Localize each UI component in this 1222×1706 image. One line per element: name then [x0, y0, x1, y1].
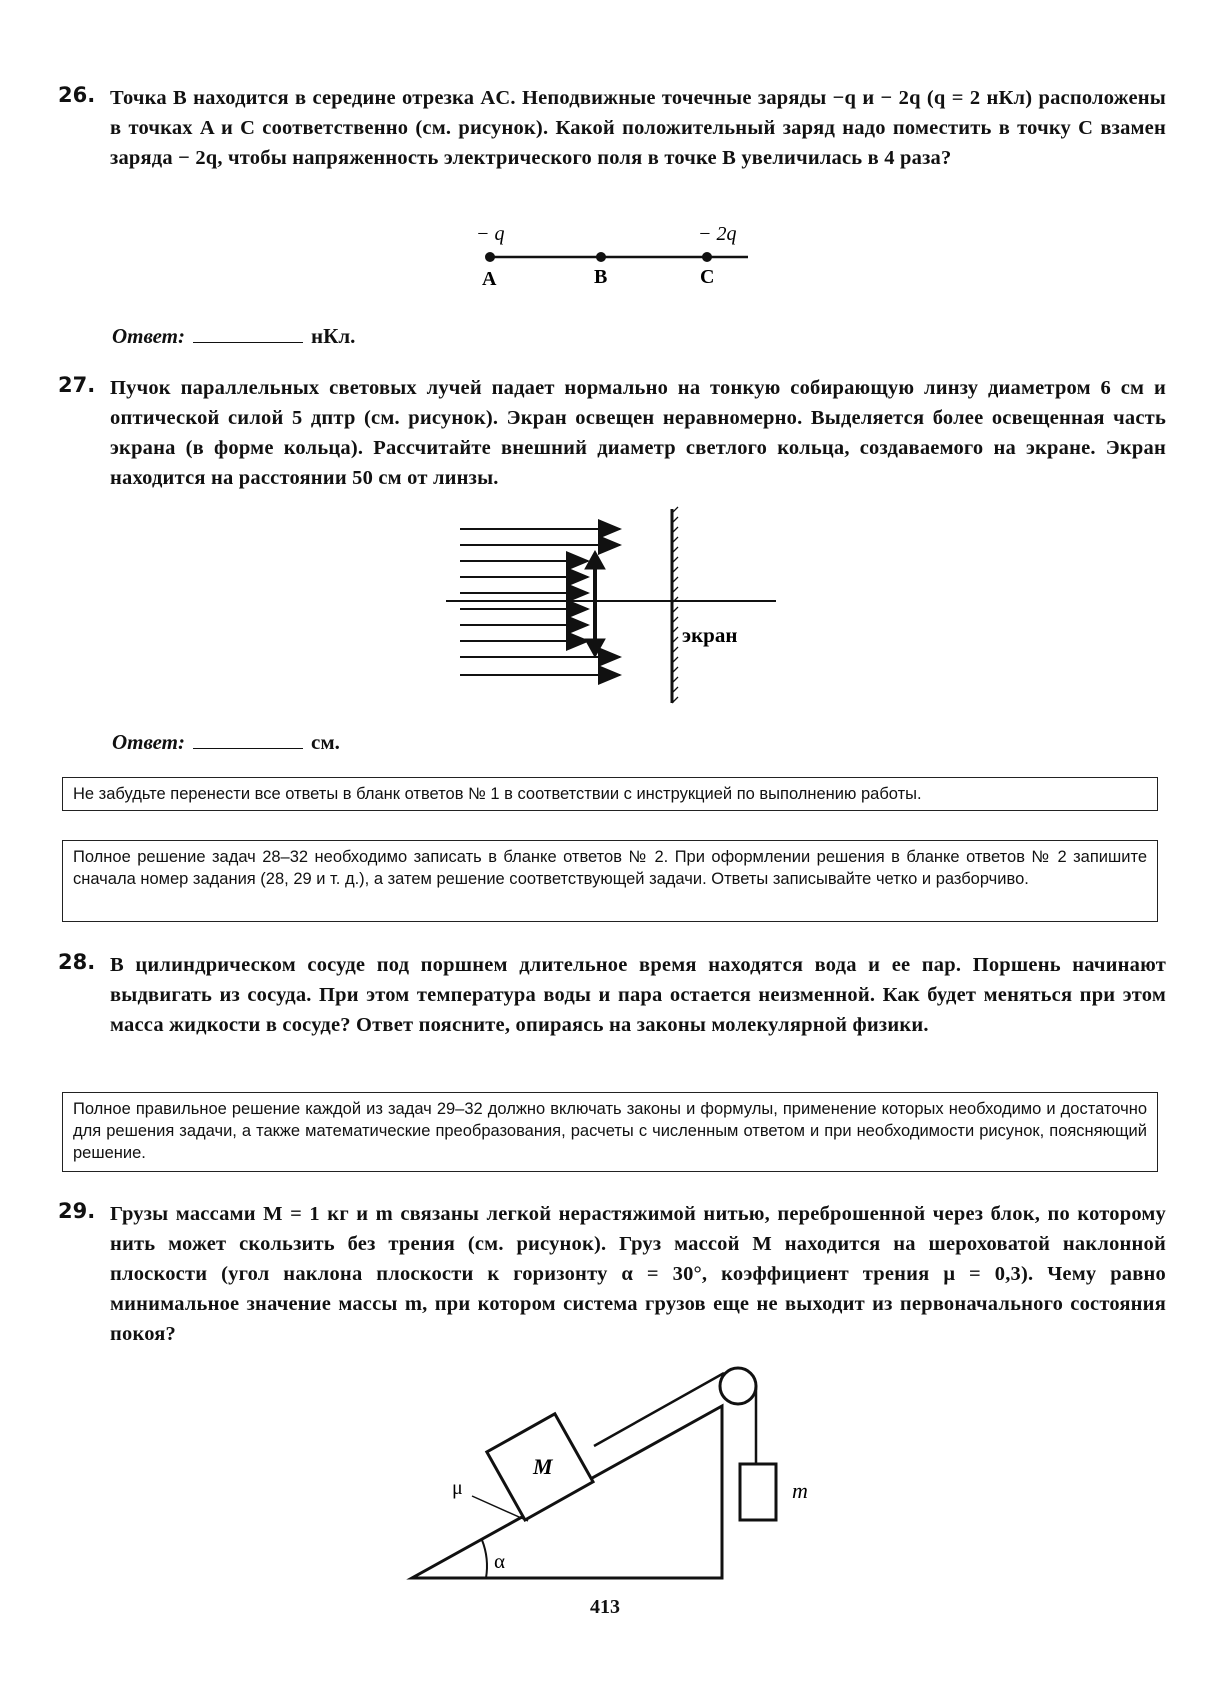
- screen-label: экран: [682, 623, 738, 647]
- task-26: [58, 83, 1166, 173]
- task-27: [58, 373, 1166, 493]
- mass-small-block: [740, 1464, 776, 1520]
- screen: [672, 507, 678, 703]
- task-number: 26.: [58, 83, 96, 107]
- answer-unit: см.: [311, 730, 340, 754]
- task-29: [58, 1199, 1166, 1349]
- answer-label: Ответ:: [112, 324, 185, 348]
- task-28: [58, 950, 1166, 1040]
- page-number: 413: [590, 1596, 620, 1618]
- task-text: В цилиндрическом сосуде под поршнем длительное время находятся вода и ее пар. Поршень начинают выдвигать из сосуда. При этом температура воды и пара остается неизменной. Как будет меняться при этом масса жидкости в сосуде? Ответ поясните, опираясь на законы молекулярной физики.: [110, 954, 1166, 1036]
- charge-a-label: − q: [476, 223, 505, 245]
- answer-27: [112, 728, 340, 755]
- lens: [585, 551, 605, 657]
- point-a: [485, 252, 495, 262]
- point-a-label: A: [482, 268, 497, 288]
- charges-figure: [460, 218, 760, 288]
- point-c-label: C: [700, 266, 715, 288]
- point-b: [596, 252, 606, 262]
- notice-full-solution: Полное решение задач 28–32 необходимо записать в бланке ответов № 2. При оформлении решения в бланке ответов № 2 запишите сначала номер задания (28, 29 и т. д.), а затем решение соответствующей задачи. Ответы записывайте четко и разборчиво.: [62, 840, 1158, 922]
- answer-blank[interactable]: [193, 728, 303, 749]
- answer-blank[interactable]: [193, 322, 303, 343]
- answer-label: Ответ:: [112, 730, 185, 754]
- answer-26: [112, 322, 355, 349]
- task-text: Пучок параллельных световых лучей падает нормально на тонкую собирающую линзу диаметром 6 см и оптической силой 5 дптр (см. рисунок). Экран освещен неравномерно. Выделяется более освещенная часть экрана (в форме кольца). Рассчитайте внешний диаметр светлого кольца, создаваемого на экране. Экран находится на расстоянии 50 см от линзы.: [110, 377, 1166, 489]
- pulley: [720, 1368, 756, 1404]
- angle-label: α: [494, 1549, 506, 1573]
- task-number: 27.: [58, 373, 96, 397]
- task-text: Точка B находится в середине отрезка AC. Неподвижные точечные заряды −q и − 2q (q = 2 нКл) расположены в точках A и C соответственно (см. рисунок). Какой положительный заряд надо поместить в точку C взамен заряда − 2q, чтобы напряженность электрического поля в точке B увеличилась в 4 раза?: [110, 87, 1166, 169]
- point-b-label: B: [594, 266, 608, 288]
- task-number: 29.: [58, 1199, 96, 1223]
- string-incline: [594, 1373, 724, 1446]
- angle-arc: [482, 1540, 487, 1578]
- mass-big-label: M: [533, 1454, 553, 1479]
- charge-c-label: − 2q: [698, 223, 737, 245]
- friction-label: μ: [452, 1477, 463, 1499]
- notice-correct-solution: Полное правильное решение каждой из задач 29–32 должно включать законы и формулы, применение которых необходимо и достаточно для решения задачи, а также математические преобразования, расчеты с численным ответом и при необходимости рисунок, поясняющий решение.: [62, 1092, 1158, 1172]
- answer-unit: нКл.: [311, 324, 356, 348]
- lens-figure: [440, 505, 780, 705]
- mass-small-label: m: [792, 1478, 808, 1503]
- incline-figure: [400, 1356, 840, 1586]
- task-text: Грузы массами M = 1 кг и m связаны легкой нерастяжимой нитью, переброшенной через блок, по которому нить может скользить без трения (см. рисунок). Груз массой M находится на шероховатой наклонной плоскости (угол наклона плоскости к горизонту α = 30°, коэффициент трения μ = 0,3). Чему равно минимальное значение массы m, при котором система грузов еще не выходит из первоначального состояния покоя?: [110, 1203, 1166, 1345]
- point-c: [702, 252, 712, 262]
- notice-transfer: Не забудьте перенести все ответы в бланк ответов № 1 в соответствии с инструкцией по выполнению работы.: [62, 777, 1158, 811]
- task-number: 28.: [58, 950, 96, 974]
